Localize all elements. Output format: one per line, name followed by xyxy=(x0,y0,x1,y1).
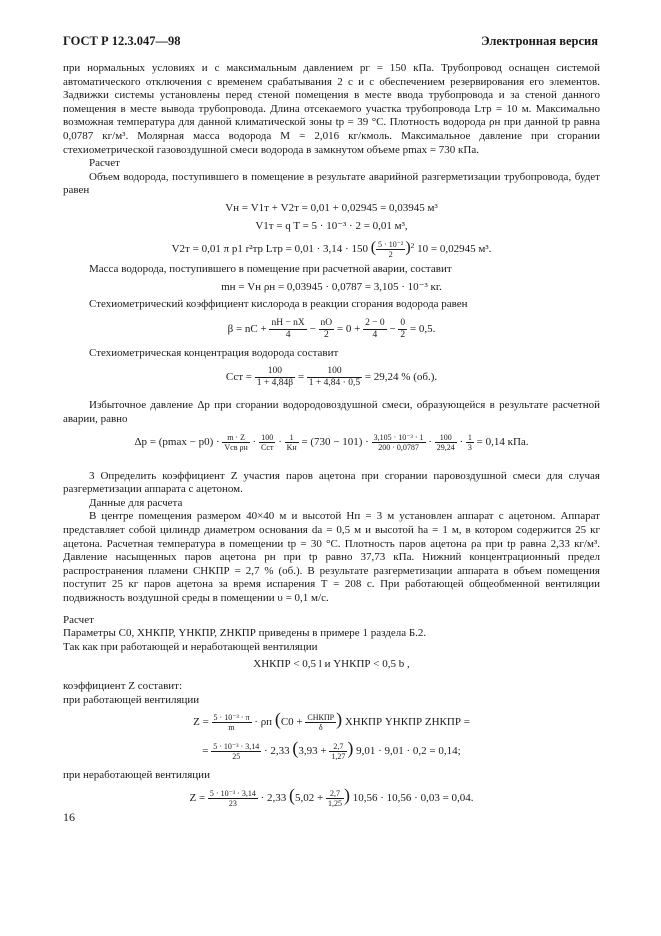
paragraph: Стехиометрический коэффициент кислорода в реакции сгорания водорода равен xyxy=(89,298,468,311)
fraction: $\frac{100}{1 + 4,84\beta}$ xyxy=(256,366,294,389)
fraction: $\frac{nO}{2}$ xyxy=(320,317,333,340)
paragraph: Масса водорода, поступившего в помещение при расчетной аварии, составит xyxy=(89,263,452,276)
formula-beta: β = nC + $\frac{nH - nX}{4}$ − $\frac{nO}{2}$ = 0 + $\frac{2 - 0}{4}$ − $\frac{0}{2}$ = 0,5. xyxy=(227,317,436,340)
paragraph: Параметры С0, XНКПР, YНКПР, ZНКПР приведены в примере 1 раздела Б.2. xyxy=(63,627,427,640)
paragraph: 3 Определить коэффициент Z участия паров ацетона при сгорании паровоздушной смеси для случая разгерметизации аппарата с ацетоном. xyxy=(63,469,600,496)
version-label: Электронная версия xyxy=(481,34,598,48)
fraction: 100 Сст xyxy=(260,432,274,452)
fraction: $\frac{\text{3,105 · 10⁻³ · 1}}{200 \cdot 0,0787}$ xyxy=(373,432,424,452)
paragraph: Так как при работающей и неработающей вентиляции xyxy=(63,640,318,653)
fraction: $\frac{100}{1 + 4,84 \cdot 0,5}$ xyxy=(308,366,361,389)
paragraph: В центре помещения размером 40×40 м и высотой Hп = 3 м установлен аппарат с ацетоном. Аппарат представляет собой цилиндр диаметром основания dа = 0,5 м и высотой hа = 1 м, в котором содержится 25 кг ацетона. Расчетная температура в помещении tр = 30 °С. Плотность паров ацетона ρа при tр равна 2,33 кг/м³. Давление насыщенных паров ацетона pн при tр равно 37,73 кПа. Нижний концентрационный предел распространения пламени СНКПР = 2,7 % (об.). В результате разгерметизации аппарата в объем помещения поступит 25 кг паров ацетона за время испарения Т = 208 с. При работающей общеобменной вентиляции подвижность воздушной среды в помещении υ = 0,1 м/с. xyxy=(63,510,600,604)
document-body xyxy=(63,62,600,808)
paragraph: при работающей вентиляции xyxy=(63,693,200,706)
fraction: $\frac{2 - 0}{4}$ xyxy=(365,317,385,340)
fraction: СНКПР δ xyxy=(307,713,335,733)
section-label: Данные для расчета xyxy=(89,496,183,509)
fraction: $\frac{\text{5 · 10⁻³ · 3,14}}{23}$ xyxy=(209,788,256,808)
fraction: $\frac{0}{2}$ xyxy=(400,317,406,340)
fraction: $\frac{\text{5 · 10⁻³ · 3,14}}{25}$ xyxy=(213,742,260,762)
standard-number: ГОСТ Р 12.3.047—98 xyxy=(63,34,181,48)
fraction: 1 Kн xyxy=(286,432,297,452)
formula-mass: mн = Vн ρн = 0,03945 · 0,0787 = 3,105 · 10⁻³ кг. xyxy=(221,280,442,293)
paragraph: при нормальных условиях и с максимальным давлением pг = 150 кПа. Трубопровод оснащен системой автоматического отключения с временем срабатывания 2 с и с обеспечением резервирования его элементов. Задвижки системы установлены перед стеной помещения в месте ввода трубопровода и за стеной данного помещения в месте вывода трубопровода. Длина отсекаемого участка трубопровода Lтр = 10 м. Максимально возможная температура для данной климатической зоны tр = 39 °С. Плотность водорода ρн при данной tр равна 0,0787 кг/м³. Молярная масса водорода М = 2,016 кг/кмоль. Максимальное давление при сгорании стехиометрической газовоздушной смеси водорода в замкнутом объеме pmax = 730 кПа. xyxy=(63,62,600,156)
fraction: $\frac{\text{5 · 10⁻³ · π}}{m}$ xyxy=(213,713,250,733)
formula-text: V2т = 0,01 π p1 r²тр Lтр = 0,01 · 3,14 · 150 xyxy=(171,243,368,256)
fraction: $\frac{100}{29,24}$ xyxy=(436,432,455,452)
page-header xyxy=(63,34,598,50)
paragraph: Объем водорода, поступившего в помещение в результате аварийной разгерметизации трубопровода, будет равен xyxy=(63,170,600,197)
formula-text: 10 = 0,02945 м³. xyxy=(417,243,492,256)
fraction: $\frac{1}{3}$ xyxy=(467,432,472,452)
formula-z-general: Z = $\frac{\text{5 · 10⁻³ · π}}{m}$ · ρп (С0 + СНКПР δ ) XНКПР YНКПР ZНКПР = xyxy=(193,709,470,733)
fraction: m · Z Vсв ρн xyxy=(224,432,248,452)
paragraph: коэффициент Z составит: xyxy=(63,679,183,692)
page-number: 16 xyxy=(63,810,75,824)
formula-volume-1: V1т = q T = 5 · 10⁻³ · 2 = 0,01 м³, xyxy=(255,219,408,232)
fraction: $\frac{\text{5 · 10⁻²}}{2}$ xyxy=(378,240,404,260)
formula-volume-total: Vн = V1т + V2т = 0,01 + 0,02945 = 0,03945 м³ xyxy=(225,201,438,214)
fraction: $\frac{nH - nX}{4}$ xyxy=(271,317,305,340)
section-label: Расчет xyxy=(89,157,120,170)
section-label: Расчет xyxy=(63,613,94,626)
fraction: $\frac{2,7}{1,25}$ xyxy=(328,788,342,808)
formula-z-ventilation: = $\frac{\text{5 · 10⁻³ · 3,14}}{25}$ · 2,33 (3,93 + $\frac{2,7}{1,27}$ ) 9,01 · 9,01 · 0,2 = 0,14; xyxy=(202,738,461,762)
paragraph: Стехиометрическая концентрация водорода составит xyxy=(89,346,339,359)
formula-volume-2: V2т = 0,01 π p1 r²тр Lтр = 0,01 · 3,14 · 150 ( $\frac{\text{5 · 10⁻²}}{2}$ )$^2$ 10 = 0,02945 м³. xyxy=(171,239,492,260)
formula-overpressure: Δp = (pmax − p0) · m · Z Vсв ρн · 100 Сст · 1 Kн = (730 − 101) · $\frac{\text{3,105 · 10⁻³ · 1}}{200 \cdot 0,0787}$ · $\frac{100}{29,24}$ · $\frac{1}{3}$ = 0,14 кПа. xyxy=(134,432,529,452)
paragraph: при неработающей вентиляции xyxy=(63,769,210,782)
formula-z-no-ventilation: Z = $\frac{\text{5 · 10⁻³ · 3,14}}{23}$ · 2,33 (5,02 + $\frac{2,7}{1,25}$ ) 10,56 · 10,56 · 0,03 = 0,04. xyxy=(189,784,474,808)
formula-condition: XНКПР < 0,5 l и YНКПР < 0,5 b , xyxy=(253,658,410,671)
fraction: $\frac{2,7}{1,27}$ xyxy=(331,742,346,762)
formula-stoich-concentration: Сст = $\frac{100}{1 + 4,84\beta}$ = $\frac{100}{1 + 4,84 \cdot 0,5}$ = 29,24 % (об.). xyxy=(225,366,438,389)
paragraph: Избыточное давление Δp при сгорании водородовоздушной смеси, образующейся в результате расчетной аварии, равно xyxy=(63,399,600,426)
